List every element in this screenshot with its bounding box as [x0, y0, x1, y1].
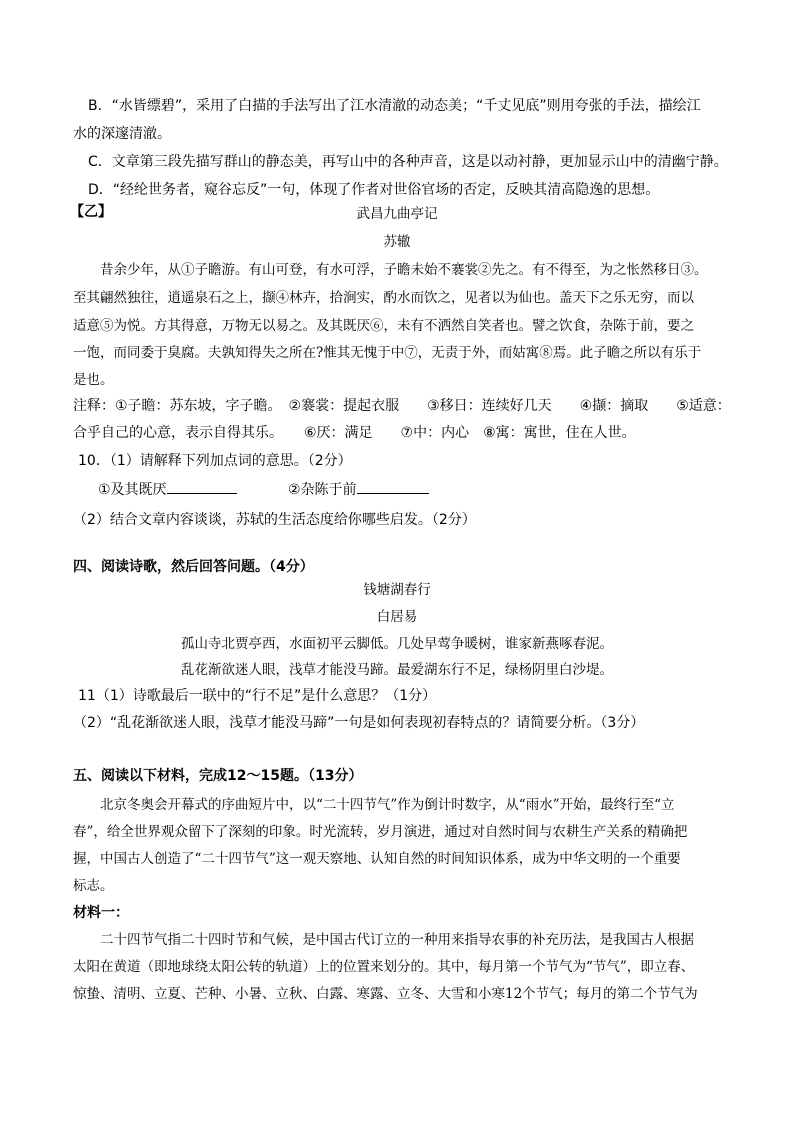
passage-line: 至其翩然独往，逍遥泉石之上，撷④林卉，拾涧实，酌水而饮之，见者以为仙也。盖天下之乐无穷，而以: [73, 290, 694, 306]
notes-line-2: 合乎自己的心意，表示自得其乐。 ⑥厌：满足 ⑦中：内心 ⑧寓：寓世，住在人世。: [73, 425, 636, 441]
section-4-heading: 四、阅读诗歌，然后回答问题。（4分）: [73, 559, 314, 575]
passage-line: 是也。: [73, 372, 114, 388]
material-line: 惊蛰、清明、立夏、芒种、小暑、立秋、白露、寒露、立冬、大雪和小寒12个节气；每月的第二个节气为: [73, 986, 698, 1002]
question-10-part-2: （2）结合文章内容谈谈，苏轼的生活态度给你哪些启发。（2分）: [73, 512, 476, 528]
passage-line: 一饱，而同委于臭腐。夫孰知得失之所在?惟其无愧于中⑦，无责于外，而姑寓⑧焉。此子瞻之所以有乐于: [73, 345, 702, 361]
section-5-heading: 五、阅读以下材料，完成12～15题。（13分）: [73, 768, 363, 784]
passage-line: 适意⑤为悦。方其得意，万物无以易之。及其既厌⑥，未有不洒然自笑者也。譬之饮食，杂陈于前，要之: [73, 318, 694, 334]
answer-blank-1[interactable]: [167, 478, 237, 494]
passage-yi-title: 武昌九曲亭记: [356, 206, 438, 222]
option-d: D．“经纶世务者，窥谷忘反”一句，体现了作者对世俗官场的否定，反映其清高隐逸的思想。: [88, 182, 660, 198]
option-b-line-2: 水的深邃清澈。: [73, 126, 171, 142]
poem-author: 白居易: [376, 609, 418, 625]
material-line: 太阳在黄道（即地球绕太阳公转的轨道）上的位置来划分的。其中，每月第一个节气为“节气”，即立春、: [73, 959, 695, 975]
intro-line: 北京冬奥会开幕式的序曲短片中，以“二十四节气”作为倒计时数字，从“雨水”开始，最终行至“立: [100, 797, 675, 813]
passage-line: 昔余少年，从①子瞻游。有山可登，有水可浮，子瞻未始不褰裳②先之。有不得至，为之怅然移日③。: [100, 262, 708, 278]
question-10-stem: 10．（1）请解释下列加点词的意思。（2分）: [78, 453, 352, 469]
poem-line-2: 乱花渐欲迷人眼，浅草才能没马蹄。最爱湖东行不足，绿杨阴里白沙堤。: [181, 662, 613, 678]
passage-yi-label: 【乙】: [70, 204, 112, 220]
intro-line: 春”，给全世界观众留下了深刻的印象。时光流转，岁月演进，通过对自然时间与农耕生产关系的精确把: [73, 824, 688, 840]
option-b-line-1: B．“水皆缥碧”，采用了白描的手法写出了江水清澈的动态美；“千丈见底”则用夸张的手法，描绘江: [88, 98, 701, 114]
material-line: 二十四节气指二十四时节和气候，是中国古代订立的一种用来指导农事的补充历法，是我国古人根据: [100, 932, 694, 948]
material-label: 材料一：: [73, 905, 129, 921]
passage-yi-author: 苏辙: [383, 234, 411, 250]
question-11-part-1: 11（1）诗歌最后一联中的“行不足”是什么意思？（1分）: [78, 688, 437, 704]
question-10-item-1: [98, 478, 237, 500]
intro-line: 握，中国古人创造了“二十四节气”这一观天察地、认知自然的时间知识体系，成为中华文明的一个重要: [73, 851, 681, 867]
option-c: C．文章第三段先描写群山的静态美，再写山中的各种声音，这是以动衬静，更加显示山中的清幽宁静。: [88, 154, 728, 170]
item-2-text: ②杂陈于前: [288, 482, 357, 498]
poem-title: 钱塘湖春行: [363, 582, 431, 598]
item-1-text: ①及其既厌: [98, 482, 167, 498]
question-10-item-2: [288, 478, 429, 500]
question-11-part-2: （2）“乱花渐欲迷人眼，浅草才能没马蹄”一句是如何表现初春特点的？请简要分析。（3分）: [73, 715, 645, 731]
notes-line-1: 注释：①子瞻：苏东坡，字子瞻。 ②褰裳：提起衣服 ③移日：连续好几天 ④撷：摘取 ⑤适意：: [73, 398, 731, 414]
answer-blank-2[interactable]: [357, 478, 429, 494]
poem-line-1: 孤山寺北贾亭西，水面初平云脚低。几处早莺争暖树，谁家新燕啄春泥。: [181, 636, 613, 652]
intro-line: 标志。: [73, 878, 114, 894]
